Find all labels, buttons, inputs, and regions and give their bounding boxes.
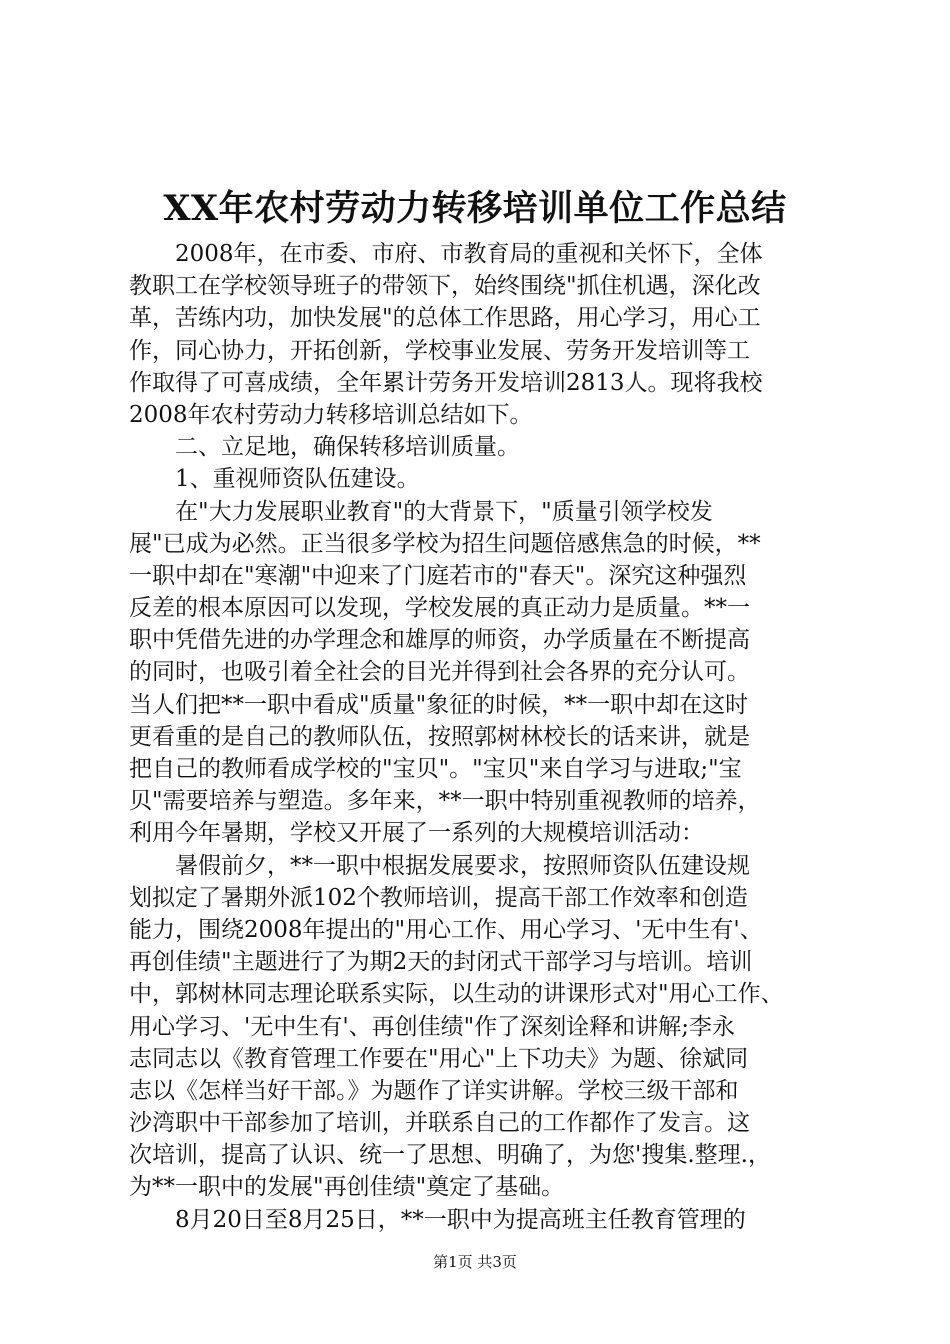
- paragraph-line: 2008年，在市委、市府、市教育局的重视和关怀下，全体: [175, 241, 763, 267]
- paragraph-line: 当人们把**一职中看成"质量"象征的时候，**一职中却在这时: [129, 691, 749, 718]
- document-body: [129, 238, 834, 1236]
- paragraph-line: 利用今年暑期，学校又开展了一系列的大规模培训活动：: [129, 820, 704, 847]
- paragraph-line: 划拟定了暑期外派102个教师培训，提高干部工作效率和创造: [129, 884, 748, 911]
- paragraph-line: 为**一职中的发展"再创佳绩"奠定了基础。: [129, 1174, 565, 1201]
- paragraph-line: 作取得了可喜成绩，全年累计劳务开发培训2813人。现将我校: [129, 369, 763, 396]
- paragraph-line: 沙湾职中干部参加了培训，并联系自己的工作都作了发言。这: [129, 1110, 750, 1137]
- paragraph-line: 中，郭树林同志理论联系实际，以生动的讲课形式对"用心工作、: [129, 981, 784, 1008]
- section-heading: 二、立足地，确保转移培训质量。: [175, 434, 520, 461]
- paragraph-line: 暑假前夕，**一职中根据发展要求，按照师资队伍建设规: [175, 852, 750, 879]
- paragraph-line: 能力，围绕2008年提出的"用心工作、用心学习、'无中生有'、: [129, 916, 763, 943]
- document-title: XX年农村劳动力转移培训单位工作总结: [163, 188, 787, 229]
- paragraph-line: 反差的根本原因可以发现，学校发展的真正动力是质量。**一: [129, 595, 750, 622]
- paragraph-line: 革，苦练内功，加快发展"的总体工作思路，用心学习，用心工: [129, 305, 761, 332]
- paragraph-line: 8月20日至8月25日，**一职中为提高班主任教育管理的: [175, 1206, 746, 1233]
- paragraph-line: 作，同心协力，开拓创新，学校事业发展、劳务开发培训等工: [129, 337, 750, 364]
- paragraph-line: 用心学习、'无中生有'、再创佳绩"作了深刻诠释和讲解;李永: [129, 1013, 735, 1040]
- paragraph-line: 2008年农村劳动力转移培训总结如下。: [129, 401, 533, 428]
- paragraph-line: 一职中却在"寒潮"中迎来了门庭若市的"春天"。深究这种强烈: [129, 562, 747, 589]
- paragraph-line: 展"已成为必然。正当很多学校为招生问题倍感焦急的时候，**: [129, 530, 761, 557]
- paragraph-line: 再创佳绩"主题进行了为期2天的封闭式干部学习与培训。培训: [129, 949, 753, 976]
- paragraph-line: 职中凭借先进的办学理念和雄厚的师资，办学质量在不断提高: [129, 627, 750, 654]
- paragraph-line: 在"大力发展职业教育"的大背景下，"质量引领学校发: [175, 498, 713, 525]
- paragraph-line: 更看重的是自己的教师队伍，按照郭树林校长的话来讲，就是: [129, 723, 750, 750]
- paragraph-line: 的同时，也吸引着全社会的目光并得到社会各界的充分认可。: [129, 659, 750, 686]
- paragraph-line: 志同志以《教育管理工作要在"用心"上下功夫》为题、徐斌同: [129, 1045, 749, 1072]
- page-number-footer: 第1页 共3页: [433, 1253, 517, 1271]
- paragraph-line: 志以《怎样当好干部。》为题作了详实讲解。学校三级干部和: [129, 1077, 739, 1104]
- paragraph-line: 把自己的教师看成学校的"宝贝"。"宝贝"来自学习与进取;"宝: [129, 756, 742, 782]
- paragraph-line: 教职工在学校领导班子的带领下，始终围绕"抓住机遇，深化改: [129, 273, 761, 300]
- paragraph-line: 次培训，提高了认识、统一了思想、明确了，为您'搜集.整理.，: [129, 1142, 771, 1169]
- subsection-heading: 1、重视师资队伍建设。: [175, 466, 420, 493]
- paragraph-line: 贝"需要培养与塑造。多年来，**一职中特别重视教师的培养，: [129, 788, 761, 815]
